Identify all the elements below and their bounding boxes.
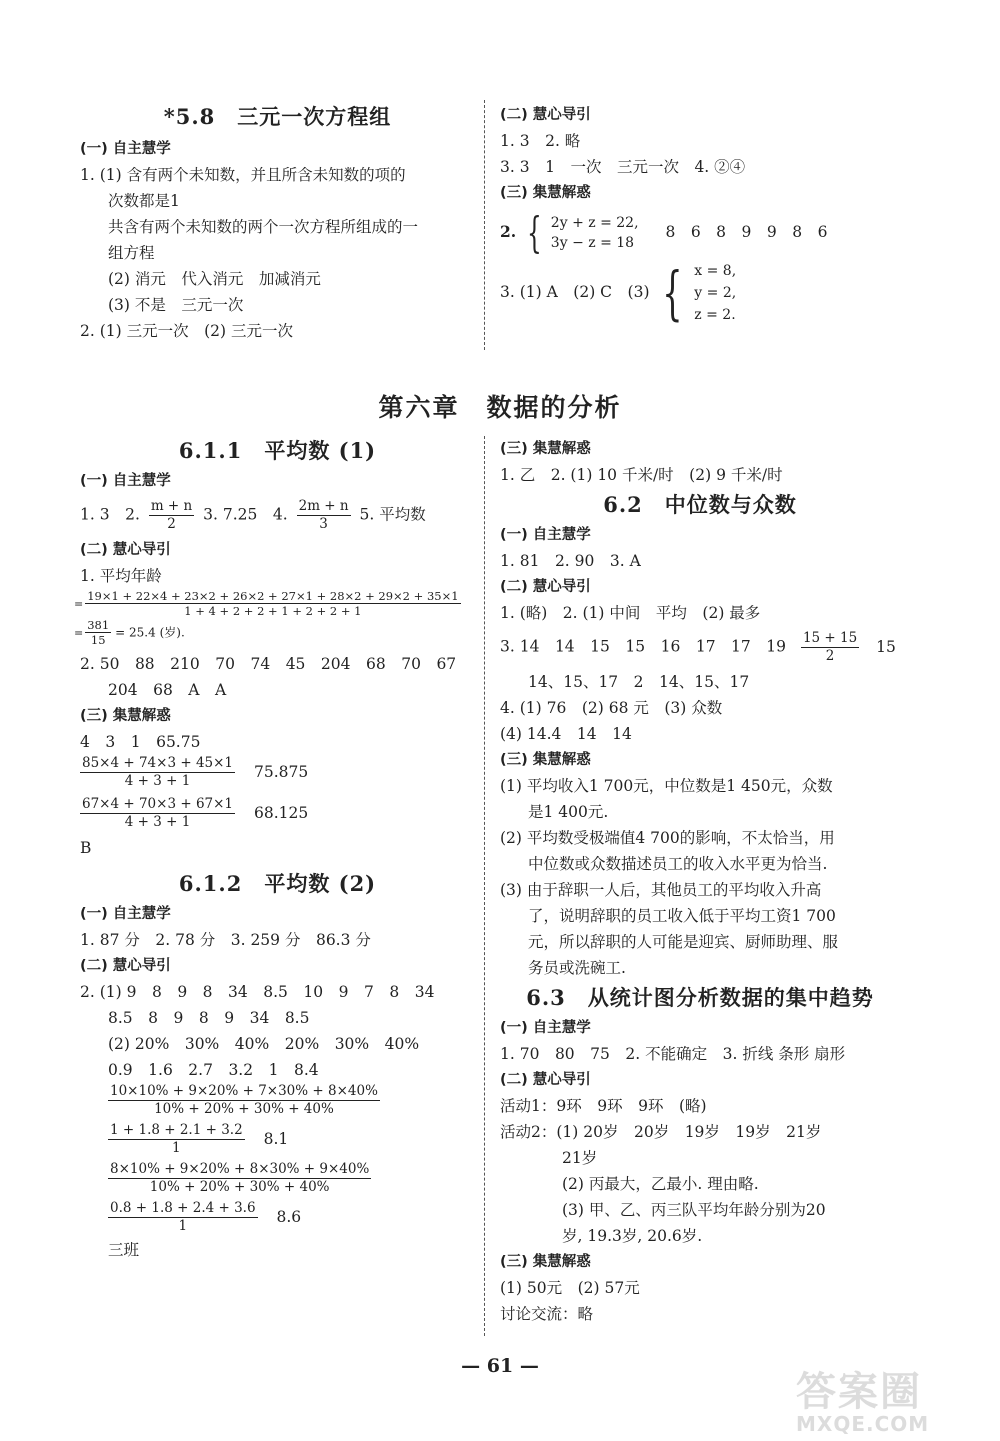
answer-line: (3) 不是 三元一次 [108,296,244,314]
fraction [108,1161,371,1196]
formula-result: = 25.4 (岁). [115,625,185,640]
subheading: (二) 慧心导引 [500,107,591,123]
section-title: 6.3 从统计图分析数据的集中趋势 [526,985,874,1010]
solution: z = 2. [694,307,736,323]
answer-line: 务员或洗碗工. [528,959,626,977]
answer-line: 讨论交流：略 [500,1305,594,1323]
section-title: 6.1.2 平均数 (2) [178,871,377,896]
subheading: (二) 慧心导引 [80,958,171,974]
answer-line: (2) 平均数受极端值4 700的影响，不太恰当，用 [500,829,835,847]
solution-system [694,260,736,326]
section-6-1-1 [74,434,475,1263]
subheading: (二) 慧心导引 [500,1072,591,1088]
answer-line: 4 3 1 65.75 [80,733,201,751]
answer-line: 1. (1) 含有两个未知数，并且所含未知数的项的 [80,166,406,184]
formula-line: = $\frac{19\times 1 + 22\times 4 + 23\times 2 + 26\times 2 + 27\times 1 + 28\times 2 + 29\times 2 + 35\times 1}{1 + 4 + 2 + 2 + 1 + 2 + 2 + 1}$ [74,589,459,618]
answer-line: 1. 3 2. 略 [500,132,581,150]
denominator: 10% + 20% + 30% + 40% [154,1101,334,1117]
subheading: (三) 集慧解惑 [500,752,591,768]
answer-values: 8 6 8 9 9 8 6 [665,223,828,241]
answer-line: 三班 [108,1241,140,1259]
answer-line: 14、15、17 2 14、15、17 [528,673,750,691]
answer-text: 3. 7.25 4. [203,505,288,524]
answer-text: 3. (1) A (2) C (3) [500,283,650,301]
denominator: 1 + 4 + 2 + 2 + 1 + 2 + 2 + 1 [184,604,362,618]
subheading: (一) 自主慧学 [80,473,171,489]
subheading: (三) 集慧解惑 [500,185,591,201]
fraction [85,589,460,618]
numerator: 1 + 1.8 + 2.1 + 3.2 [110,1122,243,1138]
formula-line [80,755,475,790]
denominator: 4 + 3 + 1 [124,773,191,789]
answer-text: 5. 平均数 [359,505,426,524]
solution: y = 2, [694,285,737,301]
answer-line: 元，所以辞职的人可能是迎宾、厨师助理、服 [528,933,839,951]
answer-text: 15 [876,637,896,656]
watermark-url: MXQE.COM [796,1412,930,1436]
answer-line: 是1 400元. [528,803,609,821]
subheading: (三) 集慧解惑 [500,1254,591,1270]
answer-line: (2) 丙最大，乙最小. 理由略. [562,1175,759,1193]
formula-line [80,1161,475,1196]
section-title: *5.8 三元一次方程组 [163,104,392,129]
answer-line: 中位数或众数描述员工的收入水平更为恰当. [528,855,828,873]
denominator: 15 [90,633,106,647]
subheading: (二) 慧心导引 [500,579,591,595]
fraction [297,498,351,533]
denominator: 1 [172,1140,181,1156]
equation: 2y + z = 22, [550,215,639,231]
subheading: (一) 自主慧学 [500,1020,591,1036]
numerator: 19×1 + 22×4 + 23×2 + 26×2 + 27×1 + 28×2 + 29×2 + 35×1 [87,589,459,603]
column-divider-top [484,100,485,350]
answer-text: 1. 3 2. [80,505,140,524]
fraction [108,1083,380,1118]
section-6-2-column [500,436,900,1327]
answer-line: 2. (1) 9 8 9 8 34 8.5 10 9 7 8 34 [80,983,435,1001]
equation-system [551,213,639,253]
numerator: 85×4 + 74×3 + 45×1 [82,755,234,771]
answer-line: 21岁 [562,1149,598,1167]
fraction [108,1200,258,1235]
answer-line: 1. 乙 2. (1) 10 千米/时 (2) 9 千米/时 [500,466,783,484]
watermark-text: 答案圈 [796,1369,922,1415]
numerator: 0.8 + 1.8 + 2.4 + 3.6 [110,1200,256,1216]
answer-line [80,498,475,533]
answer-line: 1. 平均年龄 [80,567,162,585]
subheading: (三) 集慧解惑 [500,441,591,457]
denominator: 10% + 20% + 30% + 40% [149,1179,330,1195]
equation: 3y − z = 18 [550,235,635,251]
subheading: (三) 集慧解惑 [80,708,171,724]
denominator: 1 [178,1218,188,1234]
subheading: (一) 自主慧学 [80,906,171,922]
answer-line: (1) 50元 (2) 57元 [500,1279,640,1297]
numerator: 381 [87,618,110,632]
numerator: 2m + n [298,498,349,514]
answer-line: 2. 50 88 210 70 74 45 204 68 70 67 [80,655,457,673]
solution: x = 8, [694,263,737,279]
answer-line: 了，说明辞职的员工收入低于平均工资1 700 [528,907,836,925]
answer-line: 1. 70 80 75 2. 不能确定 3. 折线 条形 扇形 [500,1045,846,1063]
answer-line: 204 68 A A [108,681,227,699]
formula-result: 68.125 [253,803,309,822]
numerator: 67×4 + 70×3 + 67×1 [82,796,234,812]
answer-line: (1) 平均收入1 700元，中位数是1 450元，众数 [500,777,833,795]
numerator: 10×10% + 9×20% + 7×30% + 8×40% [110,1083,378,1099]
section-5-8-left [80,100,475,344]
answer-line: 1. 87 分 2. 78 分 3. 259 分 86.3 分 [80,931,371,949]
formula-line [80,1200,475,1235]
answer-line: 3. 3 1 一次 三元一次 4. ②④ [500,158,746,176]
fraction [149,498,194,533]
answer-line: 活动2：(1) 20岁 20岁 19岁 19岁 21岁 [500,1123,822,1141]
formula-line [80,796,475,831]
answer-line: (3) 由于辞职一人后，其他员工的平均收入升高 [500,881,822,899]
equation-system-line: 2. { 2y + z = 22, 3y − z = 18 8 6 8 9 9 8 6 [500,208,828,257]
numerator: 8×10% + 9×20% + 8×30% + 9×40% [110,1161,370,1177]
fraction [80,755,235,790]
fraction [801,630,859,665]
section-5-8-right [500,102,900,326]
answer-line: 4. (1) 76 (2) 68 元 (3) 众数 [500,699,723,717]
column-divider-bottom [484,436,485,1336]
subheading: (二) 慧心导引 [80,542,171,558]
denominator: 4 + 3 + 1 [124,814,191,830]
chapter-title: 第六章 数据的分析 [378,393,622,422]
section-title: 6.2 中位数与众数 [603,492,797,517]
subheading: (一) 自主慧学 [80,141,171,157]
page-number: — 61 — [461,1355,539,1377]
answer-line: 2. (1) 三元一次 (2) 三元一次 [80,322,293,340]
answer-line: (3) 甲、乙、丙三队平均年龄分别为20 [562,1201,826,1219]
numerator: 15 + 15 [802,630,858,646]
fraction [85,618,111,647]
brace-symbol: { [527,208,542,257]
formula-line: = $\frac{381}{15}$ = 25.4 (岁). [74,618,185,647]
answer-line: B [80,839,92,857]
answer-line: 组方程 [108,244,155,262]
numerator: m + n [150,498,193,514]
denominator: 3 [319,516,328,532]
brace-symbol: { [662,259,684,327]
denominator: 2 [825,648,835,664]
solution-line [500,260,900,326]
answer-line: 1. (略) 2. (1) 中间 平均 (2) 最多 [500,604,761,622]
formula-result: 8.1 [263,1129,289,1148]
answer-line: 次数都是1 [108,192,180,210]
section-title: 6.1.1 平均数 (1) [178,438,377,463]
answer-line: 共含有两个未知数的两个一次方程所组成的一 [108,218,419,236]
fraction [80,796,235,831]
subheading: (一) 自主慧学 [500,527,591,543]
answer-line: (4) 14.4 14 14 [500,725,632,743]
formula-result: 8.6 [276,1207,302,1226]
answer-line: 岁, 19.3岁, 20.6岁. [562,1227,703,1245]
answer-line: (2) 20% 30% 40% 20% 30% 40% [108,1035,420,1053]
answer-line: 1. 81 2. 90 3. A [500,552,641,570]
answer-line: 0.9 1.6 2.7 3.2 1 8.4 [108,1061,319,1079]
fraction [108,1122,245,1157]
denominator: 2 [167,516,176,532]
formula-line [80,1083,475,1118]
watermark-logo [796,1369,930,1436]
answer-line: 活动1：9环 9环 9环 (略) [500,1097,707,1115]
formula-line [80,1122,475,1157]
answer-text: 3. 14 14 15 15 16 17 17 19 [500,637,787,656]
formula-result: 75.875 [253,762,309,781]
answer-line: (2) 消元 代入消元 加减消元 [108,270,321,288]
answer-line [500,630,900,665]
answer-line: 8.5 8 9 8 9 34 8.5 [108,1009,310,1027]
